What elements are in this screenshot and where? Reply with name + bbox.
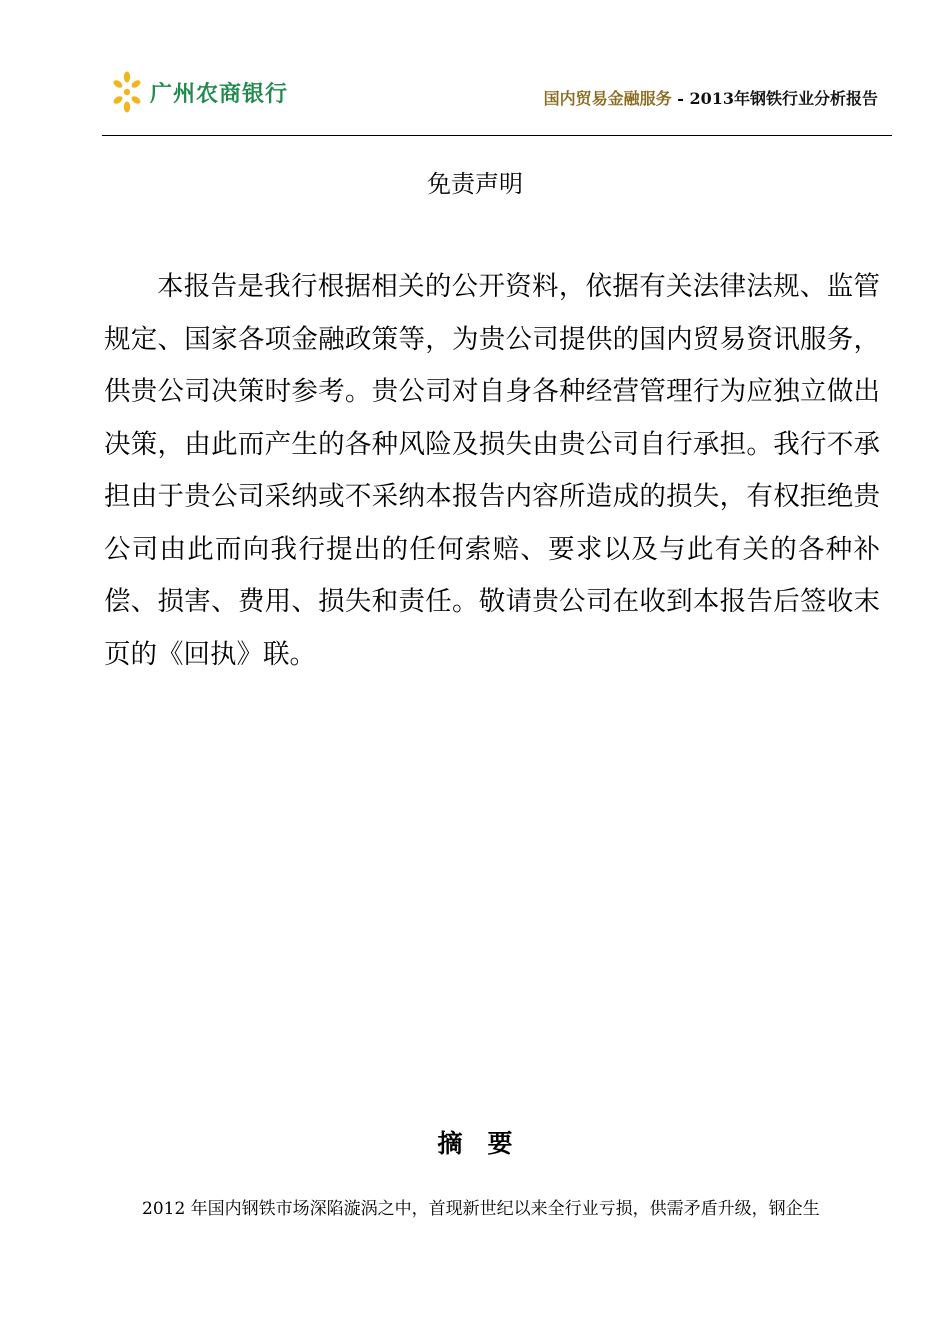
header-title-report: 2013年钢铁行业分析报告 (689, 89, 878, 108)
header-title-separator: - (671, 89, 690, 108)
bank-logo-flower-icon (112, 70, 142, 114)
bank-logo-text: 广州农商银行 (150, 81, 289, 107)
disclaimer-heading: 免责声明 (427, 170, 523, 198)
header-divider (102, 135, 892, 136)
report-header-title (544, 86, 878, 109)
bank-logo (112, 70, 288, 114)
summary-paragraph: 2012 年国内钢铁市场深陷漩涡之中，首现新世纪以来全行业亏损，供需矛盾升级，钢企生 (142, 1199, 820, 1219)
header-title-service: 国内贸易金融服务 (543, 89, 672, 108)
summary-heading: 摘要 (437, 1129, 538, 1158)
disclaimer-paragraph: 本报告是我行根据相关的公开资料，依据有关法律法规、监管规定、国家各项金融政策等，为贵公司提供的国内贸易资讯服务，供贵公司决策时参考。贵公司对自身各种经营管理行为应独立做出决策，由此而产生的各种风险及损失由贵公司自行承担。我行不承担由于贵公司采纳或不采纳本报告内容所造成的损失，有权拒绝贵公司由此而向我行提出的任何索赔、要求以及与此有关的各种补偿、损害、费用、损失和责任。敬请贵公司在收到本报告后签收末页的《回执》联。 (104, 271, 880, 670)
page-header (102, 62, 892, 136)
